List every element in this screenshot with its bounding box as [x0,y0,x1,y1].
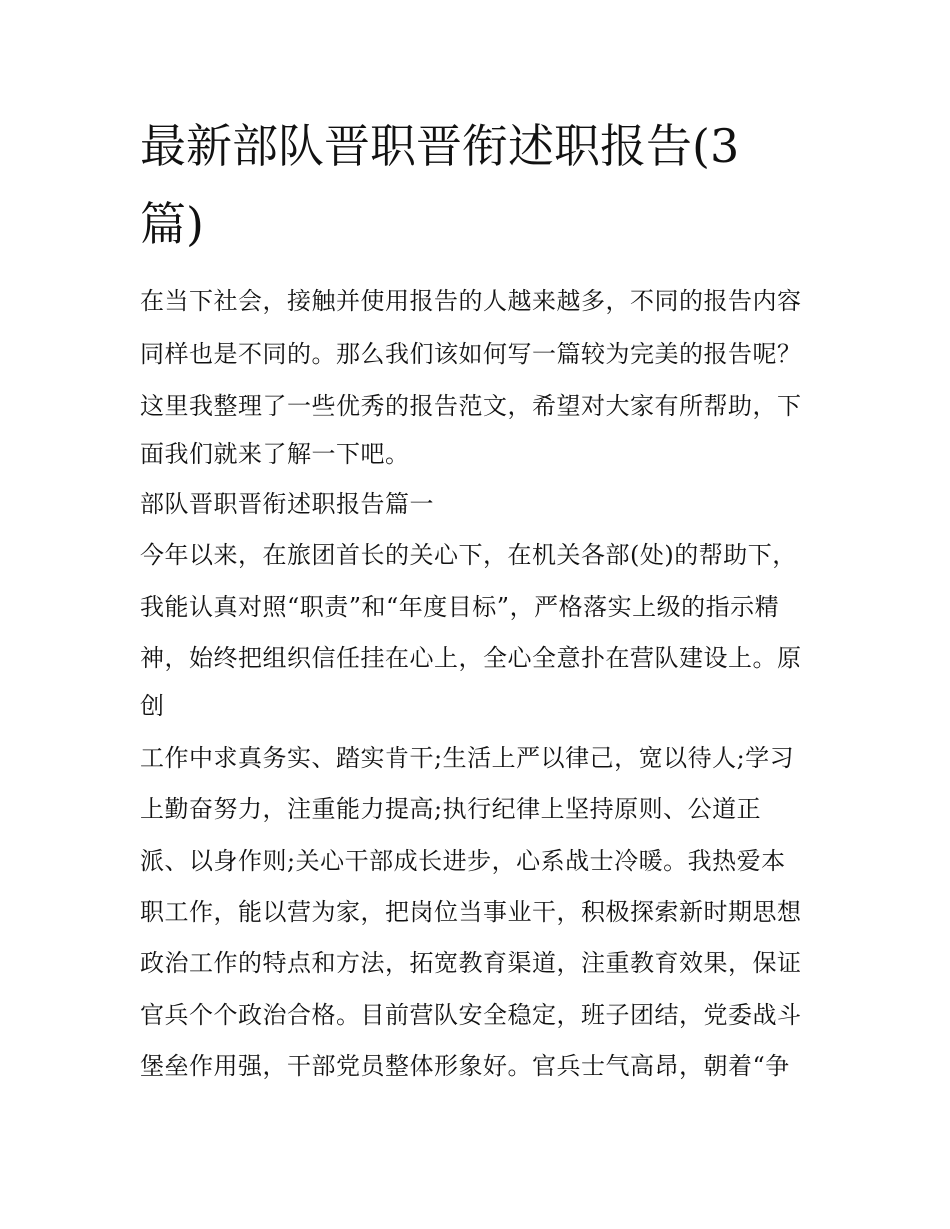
document-title-line-1: 最新部队晋职晋衔述职报告(3 [140,119,740,173]
body-line-11: 堡垒作用强，干部党员整体形象好。官兵士气高昂，朝着“争 [140,1052,790,1080]
body-line-9: 政治工作的特点和方法，拓宽教育渠道，注重教育效果，保证 [140,949,802,977]
intro-line-2: 同样也是不同的。那么我们该如何写一篇较为完美的报告呢？ [140,340,802,368]
body-line-3: 神，始终把组织信任挂在心上，全心全意扑在营队建设上。原 [140,644,802,672]
body-line-10: 官兵个个政治合格。目前营队安全稳定，班子团结，党委战斗 [140,1001,802,1029]
body-line-2: 我能认真对照“职责”和“年度目标”，严格落实上级的指示精 [140,593,780,621]
intro-line-4: 面我们就来了解一下吧。 [140,440,410,468]
intro-line-3: 这里我整理了一些优秀的报告范文，希望对大家有所帮助，下 [140,392,802,420]
body-line-5: 工作中求真务实、踏实肯干;生活上严以律己，宽以待人;学习 [140,744,795,772]
body-line-4: 创 [140,692,165,720]
body-line-6: 上勤奋努力，注重能力提高;执行纪律上坚持原则、公道正 [140,795,762,823]
document-title-line-2: 篇) [140,197,204,251]
body-line-1: 今年以来，在旅团首长的关心下，在机关各部(处)的帮助下， [140,541,797,569]
body-line-8: 职工作，能以营为家，把岗位当事业干，积极探索新时期思想 [140,898,802,926]
intro-line-1: 在当下社会，接触并使用报告的人越来越多，不同的报告内容 [140,287,802,315]
section-heading: 部队晋职晋衔述职报告篇一 [140,490,434,518]
body-line-7: 派、以身作则;关心干部成长进步，心系战士冷暖。我热爱本 [140,847,786,875]
